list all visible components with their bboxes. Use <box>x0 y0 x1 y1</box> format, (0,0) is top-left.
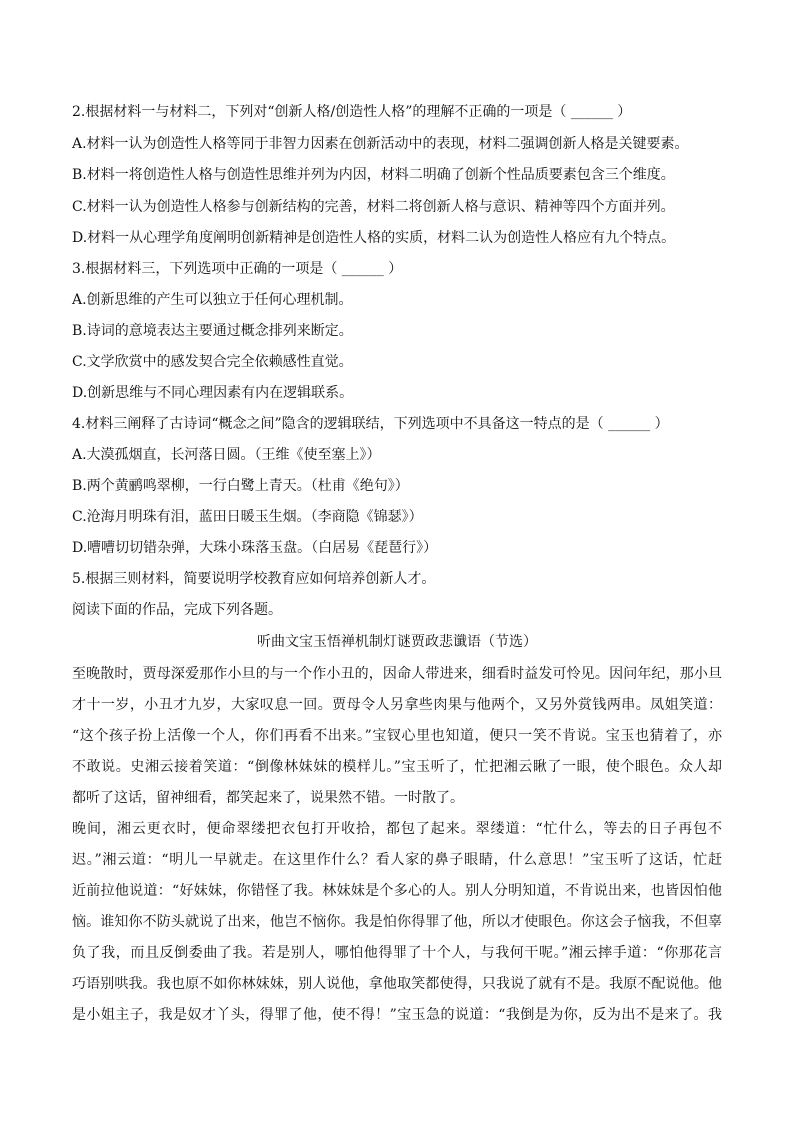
question-5: 5.根据三则材料，简要说明学校教育应如何培养创新人才。 <box>72 571 436 587</box>
q4-option-b: B.两个黄鹂鸣翠柳，一行白鹭上青天。（杜甫《绝句》） <box>72 478 409 494</box>
passage-line: 都听了这话，留神细看，都笑起来了，说果然不错。一时散了。 <box>72 790 464 806</box>
passage-line: 至晚散时，贾母深爱那作小旦的与一个作小丑的，因命人带进来，细看时益发可怜见。因问年纪，那小旦 <box>72 666 722 682</box>
q2-option-a: A.材料一认为创造性人格等同于非智力因素在创新活动中的表现，材料二强调创新人格是关键要素。 <box>72 136 689 152</box>
q3-option-d: D.创新思维与不同心理因素有内在逻辑联系。 <box>72 385 354 401</box>
passage-line: 巧语别哄我。我也原不如你林妹妹，别人说他，拿他取笑都使得，只我说了就有不是。我原不配说他。他 <box>72 976 722 992</box>
q3-option-b: B.诗词的意境表达主要通过概念排列来断定。 <box>72 323 353 339</box>
q4-option-d: D.嘈嘈切切错杂弹，大珠小珠落玉盘。（白居易《琵琶行》） <box>72 540 438 556</box>
passage-line: 不敢说。史湘云接着笑道：“倒像林妹妹的模样儿。”宝玉听了，忙把湘云瞅了一眼，使个眼色。众人却 <box>72 759 722 775</box>
q2-option-c: C.材料一认为创造性人格参与创新结构的完善，材料二将创新人格与意识、精神等四个方面并列。 <box>72 199 675 215</box>
q4-option-a: A.大漠孤烟直，长河落日圆。（王维《使至塞上》） <box>72 447 381 463</box>
passage-line: 才十一岁，小丑才九岁，大家叹息一回。贾母令人另拿些肉果与他两个，又另外赏钱两串。凤姐笑道： <box>72 697 722 713</box>
passage-line: 负了我，而且反倒委曲了我。若是别人，哪怕他得罪了十个人，与我何干呢。”湘云摔手道：“你那花言 <box>72 945 722 961</box>
reading-instruction: 阅读下面的作品，完成下列各题。 <box>72 602 282 618</box>
q4-option-c: C.沧海月明珠有泪，蓝田日暖玉生烟。（李商隐《锦瑟》） <box>72 509 423 525</box>
passage-line: “这个孩子扮上活像一个人，你们再看不出来。”宝钗心里也知道，便只一笑不肯说。宝玉也猜着了，亦 <box>72 728 722 744</box>
q2-option-d: D.材料一从心理学角度阐明创新精神是创造性人格的实质，材料二认为创造性人格应有九个特点。 <box>72 230 676 246</box>
q2-option-b: B.材料一将创造性人格与创造性思维并列为内因，材料二明确了创新个性品质要素包含三个维度。 <box>72 167 675 183</box>
passage-line: 晚间，湘云更衣时，便命翠缕把衣包打开收拾，都包了起来。翠缕道：“忙什么，等去的日子再包不 <box>72 821 722 837</box>
question-2: 2.根据材料一与材料二，下列对“创新人格/创造性人格”的理解不正确的一项是（ ______ ） <box>72 104 632 120</box>
q3-option-a: A.创新思维的产生可以独立于任何心理机制。 <box>72 292 353 308</box>
passage-line: 是小姐主子，我是奴才丫头，得罪了他，使不得！”宝玉急的说道：“我倒是为你，反为出不是来了。我 <box>72 1007 722 1023</box>
passage-title: 听曲文宝玉悟禅机制灯谜贾政悲谶语（节选） <box>257 634 537 650</box>
question-3: 3.根据材料三，下列选项中正确的一项是（ ______ ） <box>72 261 403 277</box>
question-4: 4.材料三阐释了古诗词“概念之间”隐含的逻辑联结，下列选项中不具备这一特点的是（ ______ ） <box>72 416 669 432</box>
q3-option-c: C.文学欣赏中的感发契合完全依赖感性直觉。 <box>72 354 353 370</box>
passage-line: 迟。”湘云道：“明儿一早就走。在这里作什么？看人家的鼻子眼睛，什么意思！”宝玉听了这话，忙赶 <box>72 852 722 868</box>
passage-line: 恼。谁知你不防头就说了出来，他岂不恼你。我是怕你得罪了他，所以才使眼色。你这会子恼我，不但辜 <box>72 914 722 930</box>
passage-line: 近前拉他说道：“好妹妹，你错怪了我。林妹妹是个多心的人。别人分明知道，不肯说出来，也皆因怕他 <box>72 883 722 899</box>
